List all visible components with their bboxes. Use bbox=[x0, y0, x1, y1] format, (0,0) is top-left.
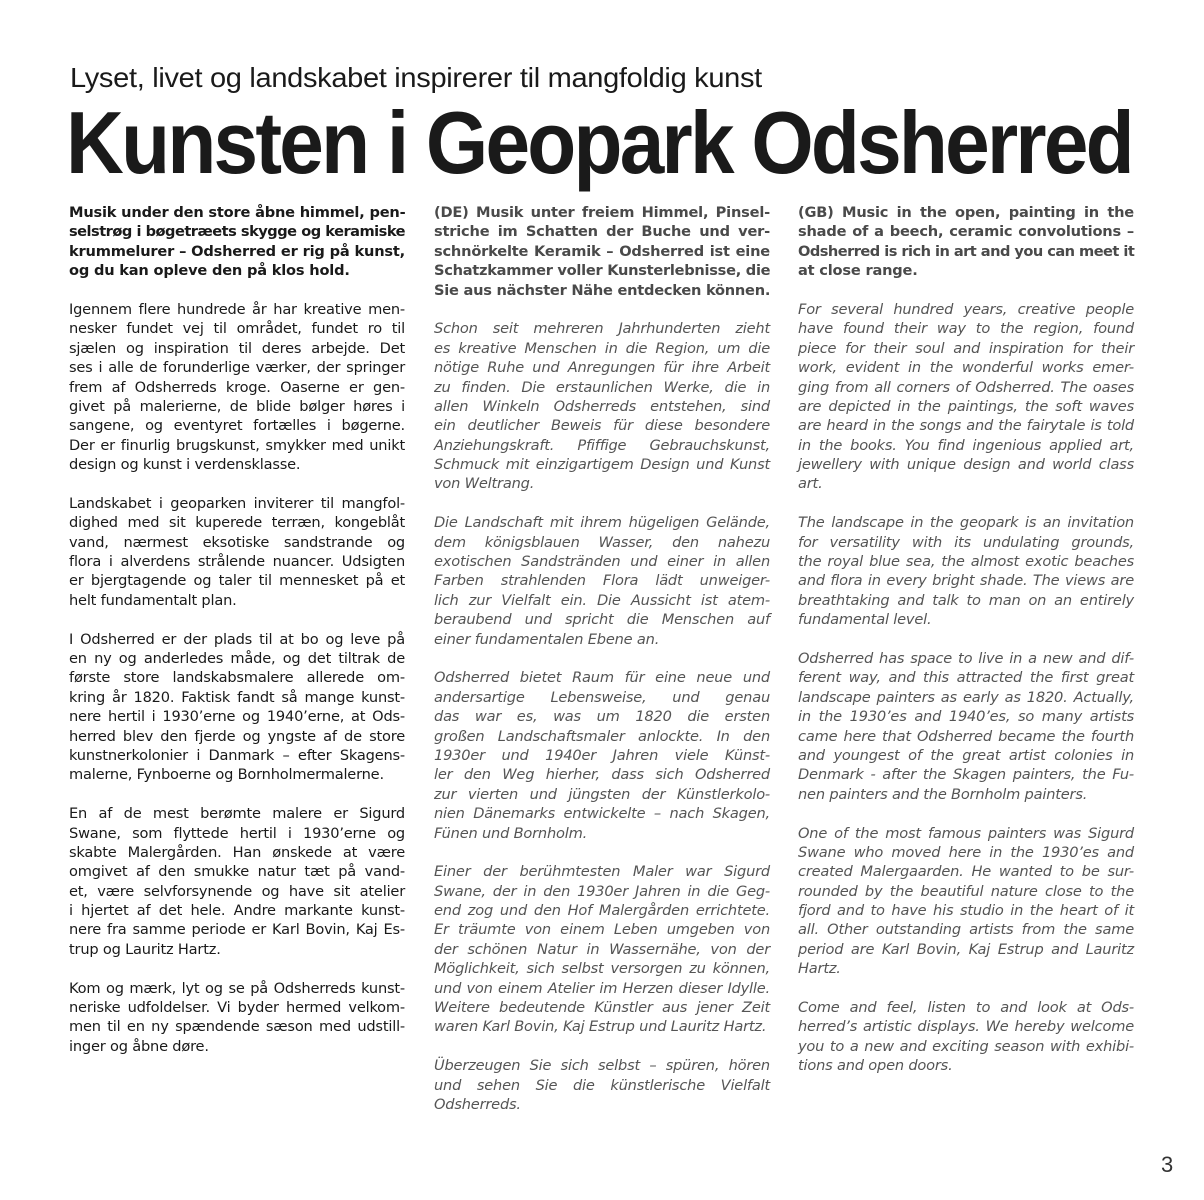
text-line: trup og Lauritz Hartz. bbox=[69, 940, 221, 958]
text-line: are depicted in the paintings, the soft waves bbox=[798, 397, 1134, 415]
text-line: ferent way, and this attracted the first great bbox=[798, 669, 1134, 687]
text-line: Swane who moved here in the 1930’es and bbox=[798, 843, 1134, 861]
body-paragraph bbox=[69, 979, 405, 1057]
text-line: nere fra samme periode er Karl Bovin, Kaj Es- bbox=[69, 921, 405, 939]
page-title: Kunsten i Geopark Odsherred bbox=[66, 93, 1132, 192]
body-paragraph bbox=[798, 513, 1134, 629]
text-line: givet på malerierne, de blide bølger høres i bbox=[69, 397, 405, 415]
text-line: at close range. bbox=[798, 262, 918, 280]
text-line: Anziehungskraft. Pfiffige Gebrauchskunst, bbox=[434, 436, 770, 454]
text-line: krummelurer – Odsherred er rig på kunst, bbox=[69, 242, 405, 260]
text-line: sangene, og eventyret fortælles i bøgerne. bbox=[69, 417, 405, 435]
text-line: Er träumte von einem Leben umgeben von bbox=[434, 921, 770, 939]
text-line: ging from all corners of Odsherred. The oases bbox=[798, 378, 1134, 396]
text-line: nesker fundet vej til området, fundet ro til bbox=[69, 320, 405, 338]
text-line: en ny og anderledes måde, og det tiltrak de bbox=[69, 649, 405, 667]
text-line: Schatzkammer voller Kunsterlebnisse, die bbox=[434, 262, 771, 280]
text-line: malerne, Fynboerne og Bornholmermalerne. bbox=[69, 766, 384, 784]
lead-paragraph bbox=[434, 203, 770, 300]
text-line: have found their way to the region, found bbox=[798, 320, 1134, 338]
text-line: und von einem Atelier im Herzen dieser Idylle. bbox=[434, 979, 770, 997]
text-line: es kreative Menschen in die Region, um die bbox=[434, 339, 770, 357]
text-line: end zog und den Hof Malergården errichtete. bbox=[434, 902, 770, 920]
text-line: For several hundred years, creative people bbox=[798, 300, 1134, 318]
text-line: and youngest of the great artist colonies in bbox=[798, 746, 1134, 764]
text-line: striche im Schatten der Buche und ver- bbox=[434, 223, 770, 241]
text-line: piece for their soul and inspiration for their bbox=[798, 339, 1134, 357]
text-line: flora i alverdens strålende nuancer. Udsigten bbox=[69, 553, 405, 571]
text-line: schnörkelte Keramik – Odsherred ist eine bbox=[434, 242, 770, 260]
text-line: Swane, som flyttede hertil i 1930’erne og bbox=[69, 824, 405, 842]
text-line: Denmark - after the Skagen painters, the Fu- bbox=[798, 766, 1134, 784]
text-line: herred blev den fjerde og yngste af de store bbox=[69, 727, 405, 745]
text-line: men til en ny spændende sæson med udstill- bbox=[69, 1018, 405, 1036]
column-english bbox=[798, 203, 1134, 1095]
text-line: dighed med sit kuperede terræn, kongeblåt bbox=[69, 514, 405, 532]
text-line: herred’s artistic displays. We hereby welcome bbox=[798, 1018, 1134, 1036]
text-line: Kom og mærk, lyt og se på Odsherreds kunst- bbox=[69, 979, 405, 997]
column-danish bbox=[69, 203, 405, 1076]
text-line: art. bbox=[798, 475, 823, 493]
text-line: frem af Odsherreds kroge. Oaserne er gen- bbox=[69, 378, 405, 396]
text-line: Igennem flere hundrede år har kreative men- bbox=[69, 300, 405, 318]
text-line: design og kunst i verdensklasse. bbox=[69, 456, 301, 474]
text-line: One of the most famous painters was Sigurd bbox=[798, 824, 1134, 842]
body-paragraph bbox=[798, 998, 1134, 1076]
text-line: et, være selvforsynende og have sit atelier bbox=[69, 882, 405, 900]
text-line: großen Landschaftsmaler anlockte. In den bbox=[434, 727, 770, 745]
text-line: are heard in the songs and the fairytale is told bbox=[798, 417, 1134, 435]
body-paragraph bbox=[434, 862, 770, 1037]
text-line: Schmuck mit einzigartigem Design und Kunst bbox=[434, 456, 770, 474]
text-line: beraubend und spricht die Menschen auf bbox=[434, 611, 770, 629]
text-line: zu finden. Die erstaunlichen Werke, die in bbox=[434, 378, 770, 396]
body-paragraph bbox=[69, 804, 405, 959]
text-line: and flora in every bright shade. The views are bbox=[798, 572, 1134, 590]
text-line: all. Other outstanding artists from the same bbox=[798, 921, 1134, 939]
text-line: (DE) Musik unter freiem Himmel, Pinsel- bbox=[434, 204, 770, 221]
text-line: work, evident in the wonderful works emer- bbox=[798, 359, 1134, 377]
text-line: rounded by the beautiful nature close to the bbox=[798, 882, 1134, 900]
text-line: exotischen Sandstränden und einer in allen bbox=[434, 553, 770, 571]
text-line: (GB) Music in the open, painting in the bbox=[798, 204, 1134, 221]
text-line: Möglichkeit, sich selbst versorgen zu können, bbox=[434, 960, 770, 978]
text-line: fjord and to have his studio in the heart of it bbox=[798, 902, 1134, 920]
lead-paragraph bbox=[69, 203, 405, 281]
text-line: tions and open doors. bbox=[798, 1057, 953, 1075]
page-number: 3 bbox=[1161, 1152, 1174, 1177]
text-line: I Odsherred er der plads til at bo og leve på bbox=[69, 630, 405, 648]
text-line: ler den Weg hierher, dass sich Odsherred bbox=[434, 766, 770, 784]
body-paragraph bbox=[798, 824, 1134, 979]
column-german bbox=[434, 203, 770, 1134]
text-line: nere hertil i 1930’erne og 1940’erne, at Ods- bbox=[69, 708, 405, 726]
text-line: 1930er und 1940er Jahren viele Künst- bbox=[434, 746, 770, 764]
text-line: you to a new and exciting season with exhibi- bbox=[798, 1037, 1134, 1055]
text-line: Odsherred bietet Raum für eine neue und bbox=[434, 669, 770, 687]
text-line: und sehen Sie die künstlerische Vielfalt bbox=[434, 1076, 770, 1094]
text-line: The landscape in the geopark is an invitation bbox=[798, 514, 1134, 532]
body-paragraph bbox=[434, 1056, 770, 1114]
text-line: waren Karl Bovin, Kaj Estrup und Lauritz Hartz. bbox=[434, 1018, 767, 1036]
text-line: ses i alle de forunderlige værker, der springer bbox=[69, 359, 405, 377]
text-line: landscape painters as early as 1820. Actually, bbox=[798, 688, 1134, 706]
text-line: period are Karl Bovin, Kaj Estrup and Lauritz bbox=[798, 940, 1134, 958]
text-line: sjælen og inspiration til deres arbejde. Det bbox=[69, 339, 405, 357]
text-line: i hjertet af det hele. Andre markante kunst- bbox=[69, 902, 405, 920]
text-line: zur vierten und jüngsten der Künstlerkolo- bbox=[434, 785, 770, 803]
text-line: Hartz. bbox=[798, 960, 841, 978]
body-paragraph bbox=[798, 649, 1134, 804]
text-line: came here that Odsherred became the fourth bbox=[798, 727, 1134, 745]
text-line: Come and feel, listen to and look at Ods- bbox=[798, 999, 1134, 1017]
text-line: jewellery with unique design and world class bbox=[798, 456, 1134, 474]
text-line: Landskabet i geoparken inviterer til mangfol- bbox=[69, 494, 405, 512]
text-line: kring år 1820. Faktisk fandt så mange kunst- bbox=[69, 688, 405, 706]
text-line: Odsherred is rich in art and you can meet it bbox=[798, 242, 1135, 260]
body-paragraph bbox=[69, 630, 405, 785]
page-subtitle: Lyset, livet og landskabet inspirerer til mangfoldig kunst bbox=[70, 62, 762, 93]
text-line: das war es, was um 1820 die ersten bbox=[434, 708, 770, 726]
text-line: allen Winkeln Odsherreds entstehen, sind bbox=[434, 397, 770, 415]
text-line: created Malergaarden. He wanted to be sur- bbox=[798, 863, 1134, 881]
text-line: er bjergtagende og taler til mennesket på et bbox=[69, 572, 405, 590]
text-line: Odsherreds. bbox=[434, 1095, 521, 1113]
text-line: nen painters and the Bornholm painters. bbox=[798, 785, 1088, 803]
text-line: første store landskabsmalere allerede om- bbox=[69, 669, 405, 687]
text-line: breathtaking and talk to man on an entirely bbox=[798, 591, 1134, 609]
text-line: Schon seit mehreren Jahrhunderten zieht bbox=[434, 320, 770, 338]
text-line: Farben strahlenden Flora lädt unweiger- bbox=[434, 572, 770, 590]
text-line: der schönen Natur in Wassernähe, von der bbox=[434, 940, 770, 958]
text-line: nien Dänemarks entwickelte – nach Skagen, bbox=[434, 805, 770, 823]
text-line: vand, nærmest eksotiske sandstrande og bbox=[69, 533, 405, 551]
text-line: helt fundamentalt plan. bbox=[69, 591, 237, 609]
text-line: in the books. You find ingenious applied art, bbox=[798, 436, 1134, 454]
text-line: ein deutlicher Beweis für diese besondere bbox=[434, 417, 770, 435]
text-line: shade of a beech, ceramic convolutions – bbox=[798, 223, 1134, 241]
text-line: Odsherred has space to live in a new and dif- bbox=[798, 649, 1134, 667]
text-line: Sie aus nächster Nähe entdecken können. bbox=[434, 281, 771, 299]
text-line: andersartige Lebensweise, und genau bbox=[434, 688, 770, 706]
text-line: Der er finurlig brugskunst, smykker med unikt bbox=[69, 436, 405, 454]
text-line: einer fundamentalen Ebene an. bbox=[434, 630, 660, 648]
body-paragraph bbox=[69, 494, 405, 610]
body-paragraph bbox=[434, 668, 770, 843]
text-line: for versatility with its undulating grounds, bbox=[798, 533, 1134, 551]
text-line: Weitere bedeutende Künstler aus jener Zeit bbox=[434, 999, 770, 1017]
text-line: og du kan opleve den på klos hold. bbox=[69, 262, 350, 280]
text-line: skabte Malergården. Han ønskede at være bbox=[69, 843, 405, 861]
text-line: Einer der berühmtesten Maler war Sigurd bbox=[434, 863, 770, 881]
text-line: Überzeugen Sie sich selbst – spüren, hören bbox=[434, 1057, 770, 1075]
text-line: Swane, der in den 1930er Jahren in die Geg- bbox=[434, 882, 770, 900]
text-line: Musik under den store åbne himmel, pen- bbox=[69, 204, 406, 221]
text-line: nötige Ruhe und Anregungen für ihre Arbeit bbox=[434, 359, 770, 377]
body-paragraph bbox=[798, 300, 1134, 494]
text-line: selstrøg i bøgetræets skygge og keramiske bbox=[69, 223, 405, 241]
text-line: dem königsblauen Wasser, den nahezu bbox=[434, 533, 770, 551]
text-line: omgivet af den smukke natur tæt på vand- bbox=[69, 863, 405, 881]
text-line: in the 1930’es and 1940’es, so many artists bbox=[798, 708, 1134, 726]
text-line: Fünen und Bornholm. bbox=[434, 824, 588, 842]
lead-paragraph bbox=[798, 203, 1134, 281]
body-paragraph bbox=[434, 319, 770, 494]
text-line: fundamental level. bbox=[798, 611, 932, 629]
text-line: En af de mest berømte malere er Sigurd bbox=[69, 805, 405, 823]
body-paragraph bbox=[69, 300, 405, 475]
body-paragraph bbox=[434, 513, 770, 649]
text-line: von Weltrang. bbox=[434, 475, 535, 493]
text-line: lich zur Vielfalt ein. Die Aussicht ist atem- bbox=[434, 591, 770, 609]
text-line: the royal blue sea, the almost exotic beaches bbox=[798, 553, 1134, 571]
text-line: inger og åbne døre. bbox=[69, 1037, 209, 1055]
text-line: neriske udfoldelser. Vi byder hermed velkom- bbox=[69, 999, 405, 1017]
text-line: kunstnerkolonier i Danmark – efter Skagens- bbox=[69, 746, 405, 764]
text-line: Die Landschaft mit ihrem hügeligen Gelände, bbox=[434, 514, 770, 532]
